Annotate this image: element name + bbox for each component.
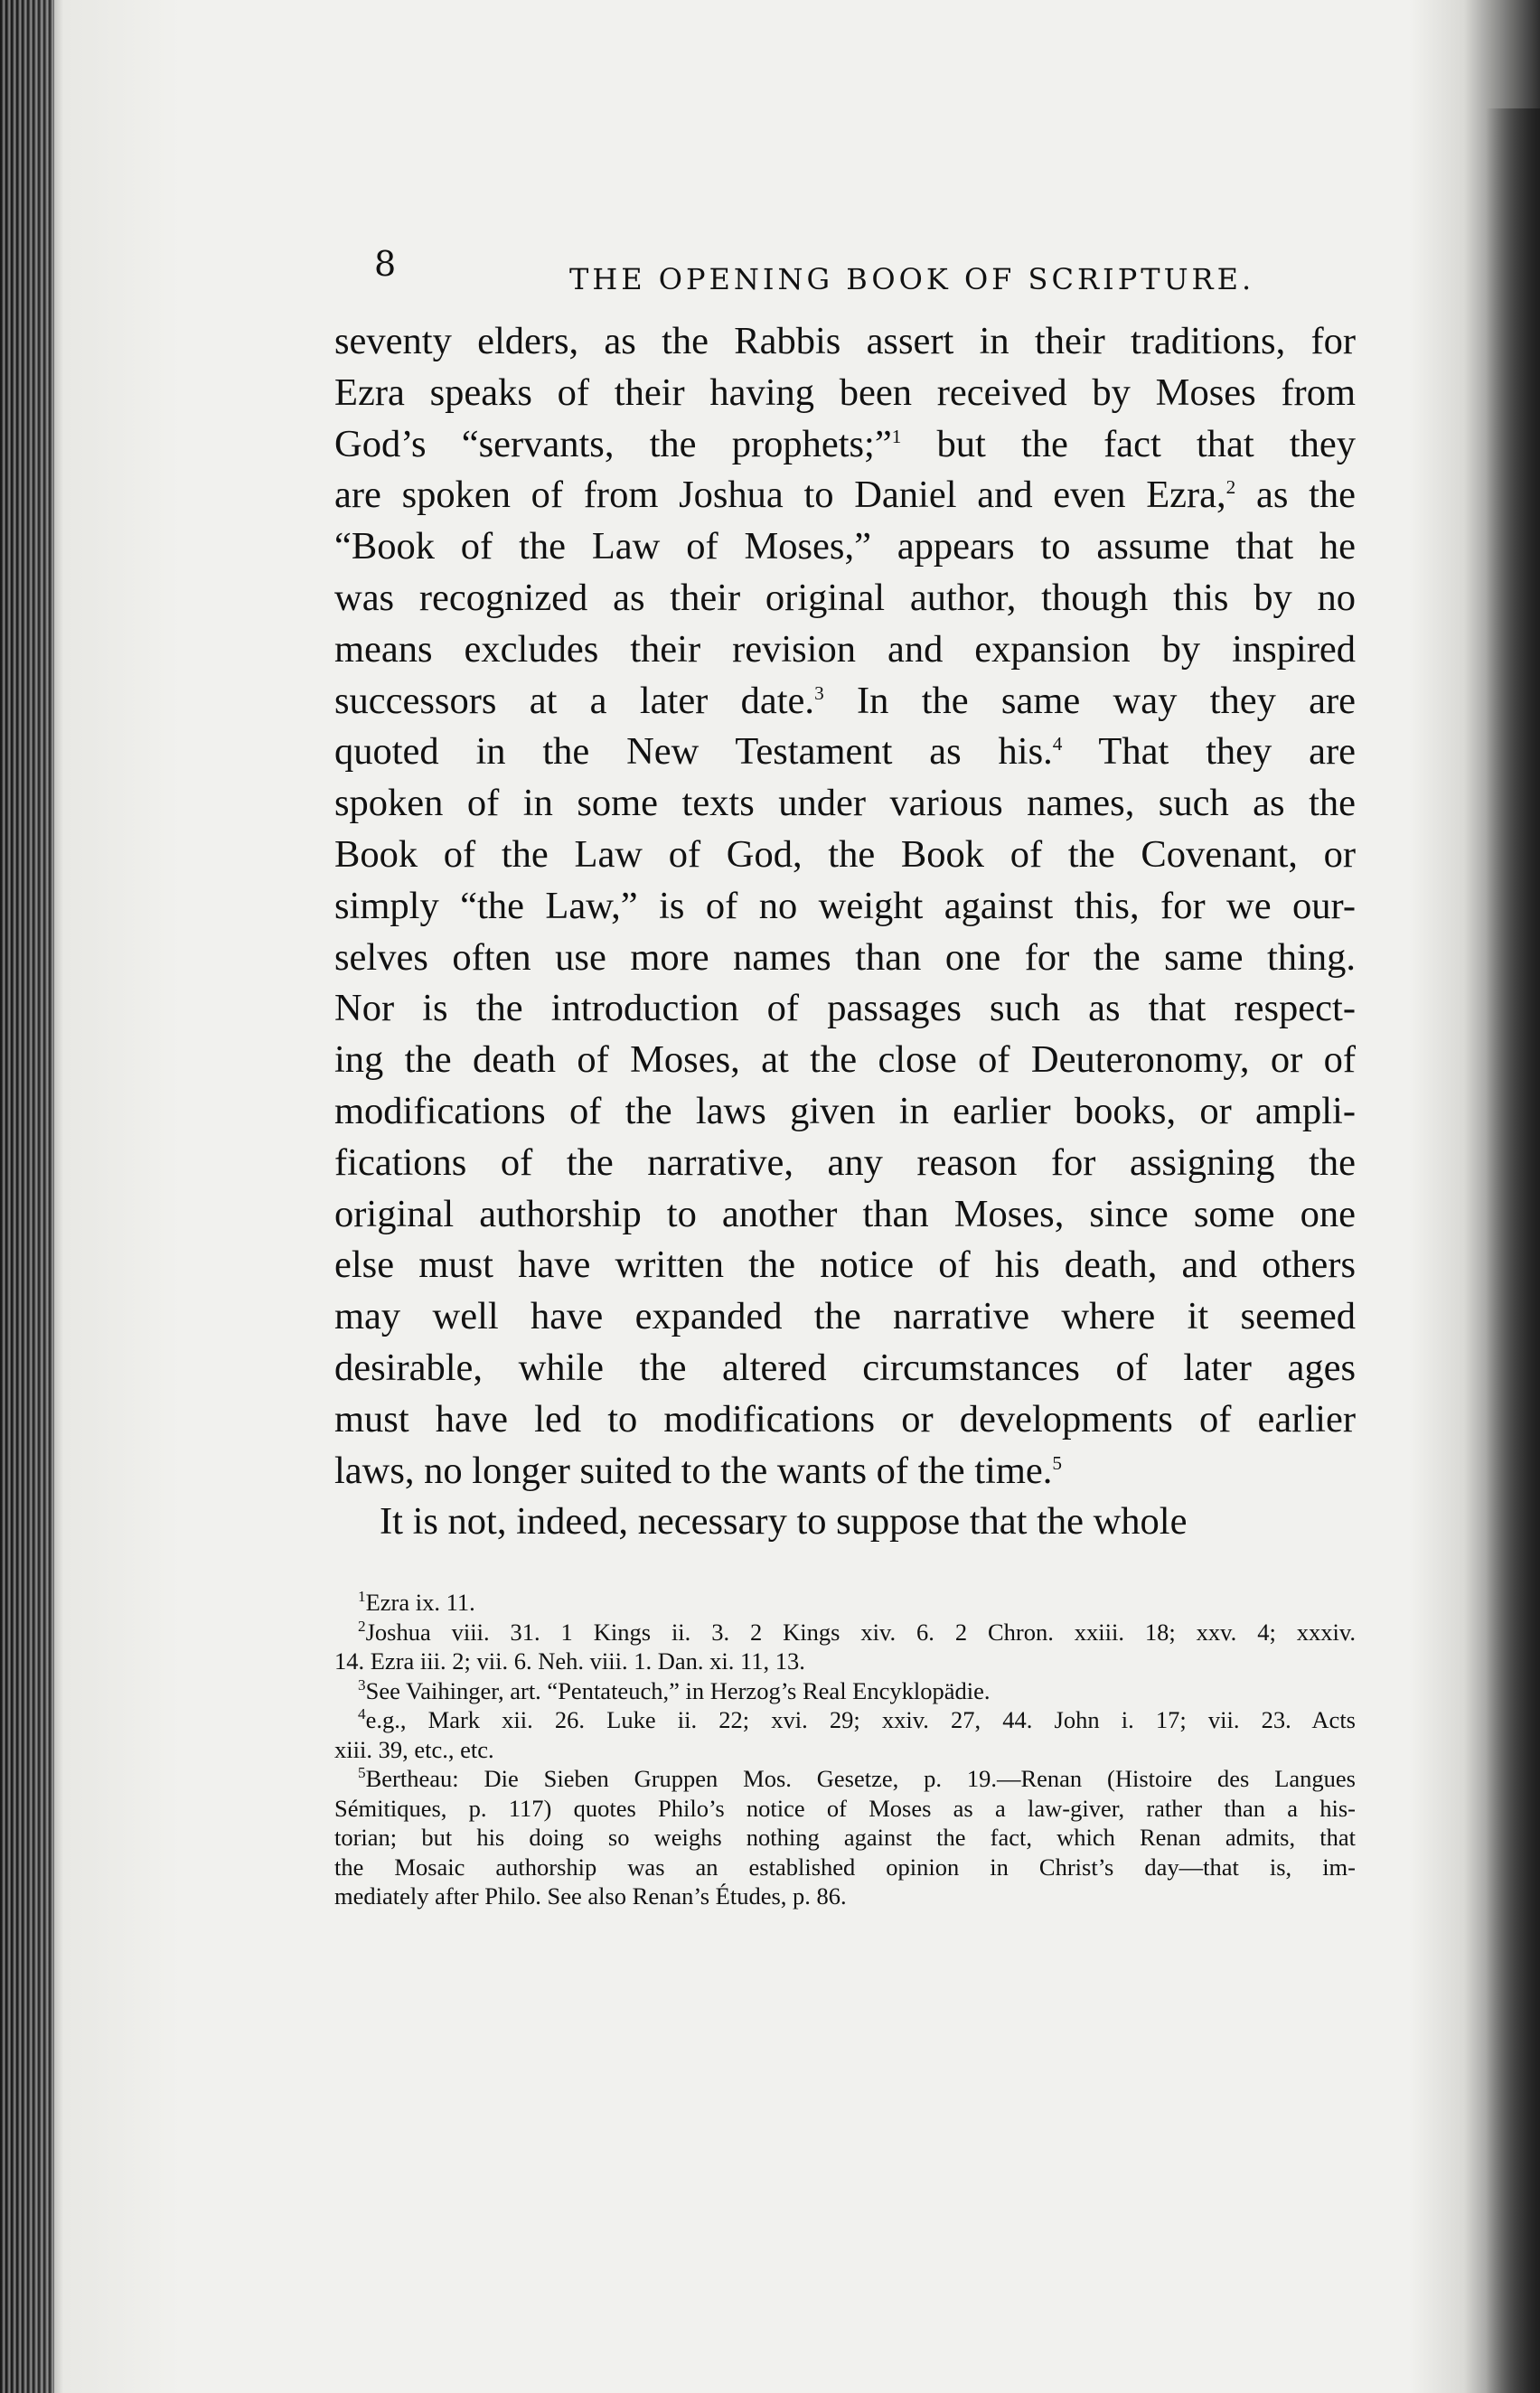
footnote-line (334, 1853, 1356, 1882)
body-line-text: quoted in the New Testament as his. (334, 730, 1053, 774)
body-line (334, 727, 1356, 778)
body-line-text: Book of the Law of God, the Book of the Covenant, or (334, 832, 1356, 876)
body-line-text: Ezra speaks of their having been received by Moses from (334, 371, 1356, 414)
footnote-line (334, 1676, 1356, 1706)
footnote-line (334, 1735, 1356, 1765)
body-line-text: else must have written the notice of his death, and others (334, 1243, 1356, 1287)
footnote-text: Bertheau: Die Sieben Gruppen Mos. Gesetze, p. 19.—Renan (Histoire des Langues (365, 1765, 1356, 1793)
body-line (334, 1086, 1356, 1138)
body-line-text: must have led to modifications or developments of earlier (334, 1397, 1356, 1440)
body-line (334, 778, 1356, 830)
body-line-text: Nor is the introduction of passages such as that respect- (334, 987, 1356, 1030)
footnote-text: 14. Ezra iii. 2; vii. 6. Neh. viii. 1. Dan. xi. 11, 13. (334, 1647, 805, 1675)
body-line-text: may well have expanded the narrative where it seemed (334, 1295, 1356, 1338)
body-line (334, 316, 1356, 368)
body-line (334, 1497, 1356, 1548)
footnote-reference: 1 (891, 425, 902, 447)
footnote-text: xiii. 39, etc., etc. (334, 1735, 494, 1763)
footnote-number: 4 (358, 1705, 366, 1723)
footnote (334, 1764, 1356, 1911)
footnote-line (334, 1794, 1356, 1824)
body-line-text: laws, no longer suited to the wants of the time. (334, 1449, 1053, 1492)
body-line (334, 521, 1356, 573)
footnote-line (334, 1764, 1356, 1794)
footnote-line (334, 1705, 1356, 1735)
body-line-text: desirable, while the altered circumstances of later ages (334, 1346, 1356, 1389)
body-line (334, 1446, 1356, 1497)
footnote-line (334, 1647, 1356, 1676)
footnote-text: Ezra ix. 11. (365, 1589, 475, 1617)
page-number: 8 (374, 244, 397, 284)
footnote-text: mediately after Philo. See also Renan’s Études, p. 86. (334, 1882, 847, 1910)
footnotes (325, 1588, 1356, 1911)
body-line (334, 419, 1356, 471)
body-line (334, 1035, 1356, 1086)
body-line-text: modifications of the laws given in earlier books, or ampli- (334, 1089, 1356, 1132)
body-line-text: original authorship to another than Moses, since some one (334, 1192, 1356, 1235)
footnote-line (334, 1823, 1356, 1853)
body-line (334, 1138, 1356, 1189)
footnote-text: See Vaihinger, art. “Pentateuch,” in Herzog’s Real Encyklopädie. (365, 1676, 991, 1704)
body-line-text: selves often use more names than one for the same thing. (334, 935, 1356, 979)
body-line-text: In the same way they are (823, 679, 1357, 722)
footnote-reference: 3 (814, 681, 824, 704)
page-right-shadow (1486, 108, 1540, 2393)
footnote-line (334, 1882, 1356, 1911)
body-line-text: but the fact that they (901, 422, 1356, 465)
body-line-text: are spoken of from Joshua to Daniel and even Ezra, (334, 474, 1226, 517)
body-line-text: God’s “servants, the prophets;” (334, 422, 892, 465)
body-text (325, 316, 1356, 1548)
footnote-line (334, 1588, 1356, 1618)
footnote-reference: 2 (1225, 476, 1236, 499)
body-line-text: It is not, indeed, necessary to suppose that the whole (380, 1500, 1188, 1544)
body-line (334, 1189, 1356, 1241)
body-line (334, 1291, 1356, 1343)
footnote (334, 1676, 1356, 1706)
footnote-text: e.g., Mark xii. 26. Luke ii. 22; xvi. 29; xxiv. 27, 44. John i. 17; vii. 23. Acts (365, 1706, 1356, 1734)
body-line-text: spoken of in some texts under various names, such as the (334, 782, 1356, 825)
footnote (334, 1588, 1356, 1618)
body-line (334, 470, 1356, 521)
footnote-number: 2 (358, 1617, 366, 1635)
footnote-text: Joshua viii. 31. 1 Kings ii. 3. 2 Kings xiv. 6. 2 Chron. xxiii. 18; xxv. 4; xxxiv. (365, 1618, 1356, 1646)
footnote-number: 5 (358, 1764, 366, 1782)
body-line (334, 1394, 1356, 1446)
body-line-text: ing the death of Moses, at the close of Deuteronomy, or of (334, 1038, 1356, 1082)
body-line-text: simply “the Law,” is of no weight against this, for we our- (334, 884, 1356, 927)
body-line (334, 676, 1356, 727)
body-line (334, 830, 1356, 881)
footnote-reference: 5 (1052, 1451, 1062, 1474)
footnote (334, 1705, 1356, 1764)
footnote-text: the Mosaic authorship was an established opinion in Christ’s day—that is, im- (334, 1853, 1356, 1881)
footnote-number: 1 (358, 1588, 366, 1606)
body-line (334, 881, 1356, 933)
book-page (325, 244, 1365, 1911)
footnote-line (334, 1618, 1356, 1647)
footnote-number: 3 (358, 1675, 366, 1694)
body-line (334, 983, 1356, 1035)
footnote-text: Sémitiques, p. 117) quotes Philo’s notice of Moses as a law-giver, rather than a his- (334, 1794, 1356, 1822)
body-line (334, 933, 1356, 984)
book-binding-edge (0, 0, 54, 2393)
running-head (325, 244, 1365, 316)
footnote-reference: 4 (1052, 733, 1063, 755)
body-line-text: means excludes their revision and expansion by inspired (334, 627, 1356, 671)
body-line (334, 368, 1356, 419)
body-line-text: That they are (1062, 730, 1356, 774)
body-line-text: successors at a later date. (334, 679, 815, 722)
running-title: THE OPENING BOOK OF SCRIPTURE. (569, 262, 1255, 296)
body-line (334, 1240, 1356, 1291)
footnote (334, 1618, 1356, 1676)
body-line-text: fications of the narrative, any reason for assigning the (334, 1140, 1356, 1184)
body-line-text: was recognized as their original author, though this by no (334, 576, 1356, 619)
body-line (334, 573, 1356, 624)
body-line (334, 1343, 1356, 1394)
body-line-text: “Book of the Law of Moses,” appears to assume that he (334, 525, 1356, 568)
body-line-text: as the (1235, 474, 1356, 517)
footnote-text: torian; but his doing so weighs nothing against the fact, which Renan admits, that (334, 1824, 1356, 1852)
body-line-text: seventy elders, as the Rabbis assert in their traditions, for (334, 320, 1356, 362)
body-line (334, 624, 1356, 676)
